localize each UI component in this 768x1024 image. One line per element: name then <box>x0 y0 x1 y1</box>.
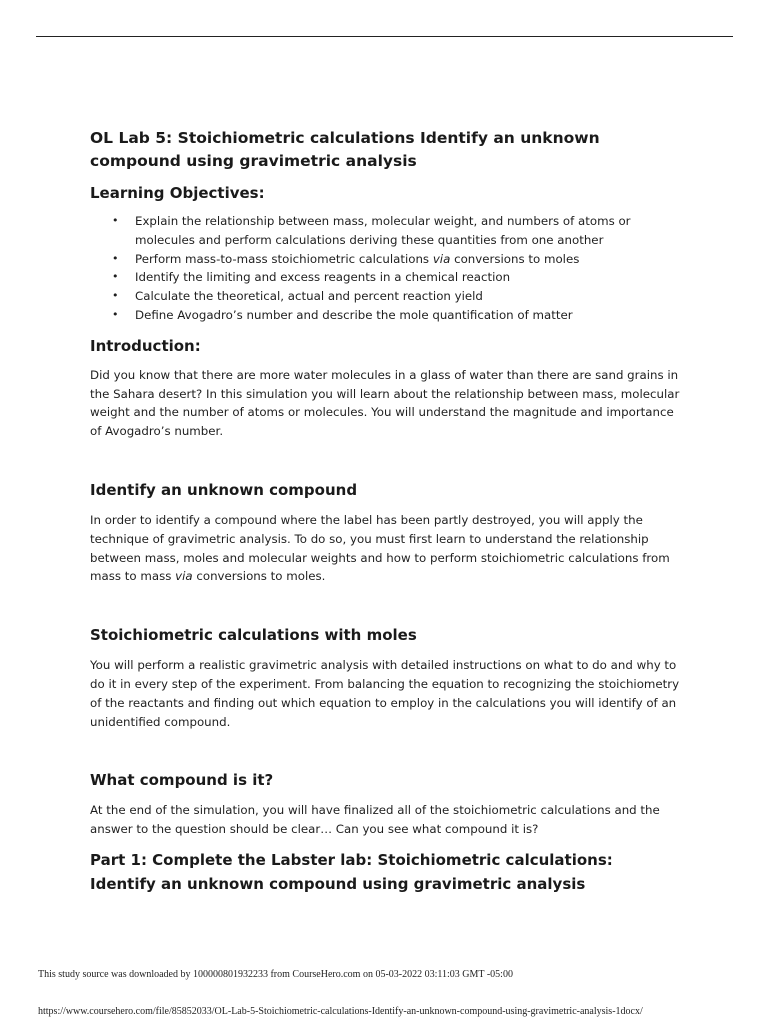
objective-text: Define Avogadro’s number and describe the mole quantification of matter <box>135 307 573 322</box>
objective-italic-text: via <box>432 251 451 266</box>
what-compound-paragraph: At the end of the simulation, you will have finalized all of the stoichiometric calculations and the answer to the question should be clear… Can you see what compound it is? <box>90 803 660 837</box>
identify-paragraph <box>90 511 680 586</box>
list-item <box>90 268 680 287</box>
list-item <box>90 250 680 269</box>
objective-text: Identify the limiting and excess reagents in a chemical reaction <box>135 270 511 285</box>
introduction-paragraph: Did you know that there are more water molecules in a glass of water than there are sand grains in the Sahara desert? In this simulation you will learn about the relationship between mass, molecular weight and the number of atoms or molecules. You will understand the magnitude and importance of Avogadro’s number. <box>90 367 680 439</box>
identify-text-after: conversions to moles. <box>192 569 326 584</box>
download-note: This study source was downloaded by 100000801932233 from CourseHero.com on 05-03-2022 03:11:03 GMT -05:00 <box>38 969 513 980</box>
objectives-list <box>90 212 680 325</box>
identify-text: In order to identify a compound where the label has been partly destroyed, you will apply the technique of gravimetric analysis. To do so, you must first learn to understand the relationship between mass, moles and molecular weights and how to perform stoichiometric calculations from mass to mass <box>90 512 670 584</box>
document-body <box>90 127 680 896</box>
bullet-icon: • <box>112 270 119 284</box>
what-compound-heading: What compound is it? <box>90 771 274 790</box>
part1-heading: Part 1: Complete the Labster lab: Stoichiometric calculations: Identify an unknown compound using gravimetric analysis <box>90 850 613 893</box>
learning-objectives-heading: Learning Objectives: <box>90 184 265 202</box>
introduction-heading: Introduction: <box>90 336 201 355</box>
bullet-icon: • <box>112 251 119 265</box>
objective-text: Perform mass-to-mass stoichiometric calculations <box>135 251 433 266</box>
bullet-icon: • <box>112 289 119 303</box>
list-item <box>90 306 680 325</box>
stoichiometric-heading: Stoichiometric calculations with moles <box>90 626 417 645</box>
identify-italic-text: via <box>175 569 193 584</box>
bullet-icon: • <box>112 214 119 227</box>
source-url[interactable]: https://www.coursehero.com/file/85852033/OL-Lab-5-Stoichiometric-calculations-Identify-an-unknown-compound-using-gravimetric-analysis-1docx/ <box>38 1006 643 1017</box>
header-rule <box>36 36 733 37</box>
objective-text: Explain the relationship between mass, molecular weight, and numbers of atoms or molecules and perform calculations deriving these quantities from one another <box>135 214 631 247</box>
objective-text: Calculate the theoretical, actual and percent reaction yield <box>135 289 483 304</box>
list-item <box>90 212 680 250</box>
stoichiometric-paragraph: You will perform a realistic gravimetric analysis with detailed instructions on what to do and why to do it in every step of the experiment. From balancing the equation to recognizing the stoichiometry of the reactants and finding out which equation to employ in the calculations you will identify of an unidentified compound. <box>90 658 680 729</box>
bullet-icon: • <box>112 307 119 321</box>
list-item <box>90 287 680 306</box>
document-title: OL Lab 5: Stoichiometric calculations Identify an unknown compound using gravimetric analysis <box>90 129 600 170</box>
identify-heading: Identify an unknown compound <box>90 480 358 499</box>
objective-text-after: conversions to moles <box>450 251 580 266</box>
